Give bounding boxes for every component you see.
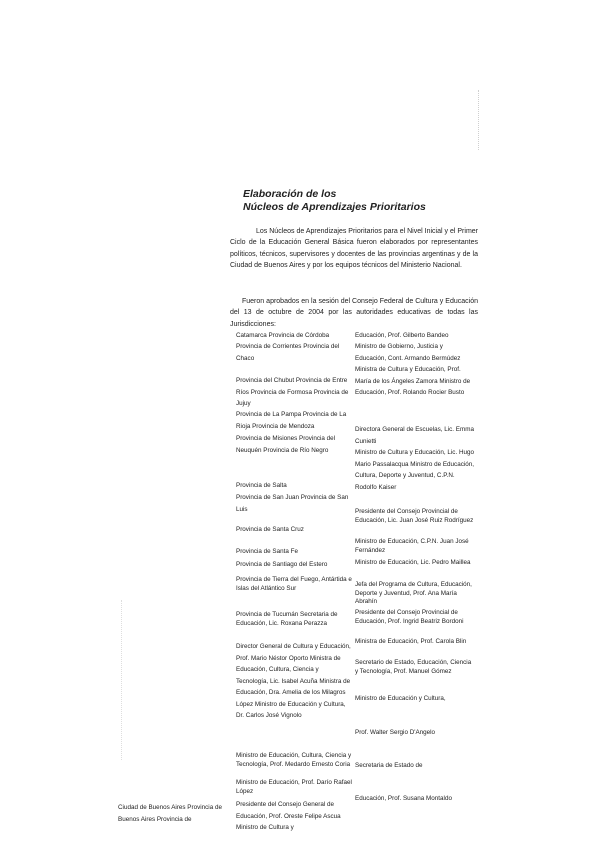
page-edge-marks (478, 90, 481, 150)
page-edge-marks-left (121, 600, 124, 760)
approval-paragraph: Fueron aprobados en la sesión del Consejo Federal de Cultura y Educación del 13 de octubre de 2004 por las autoridades educativas de todas las Jurisdicciones: (230, 298, 478, 328)
list-item: Directora General de Escuelas, Lic. Emma Cunietti (355, 426, 474, 445)
list-item: Presidente del Consejo Provincial de Educación, Lic. Juan José Ruiz Rodríguez (355, 508, 474, 524)
list-item: Provincia de Salta (236, 482, 287, 489)
list-item: Ministro de Educación, Lic. Pedro Maillea (355, 559, 471, 566)
list-item: Presidente del Consejo Provincial de Educación, Prof. Ingrid Beatriz Bordoni (355, 609, 464, 625)
list-item: Ministro de Educación, C.P.N. Juan José Fernández (355, 538, 469, 554)
section-title-line-2: Núcleos de Aprendizajes Prioritarios (243, 201, 426, 213)
intro-paragraph: Los Núcleos de Aprendizajes Prioritarios para el Nivel Inicial y el Primer Ciclo de la Educación General Básica fueron elaborados por representantes políticos, técnicos, supervisores y docentes de las provincias argentinas y de la Ciudad de Buenos Aires y por los equipos técnicos del Ministerio Nacional. (230, 228, 478, 270)
section-title-line-1: Elaboración de los (243, 188, 337, 200)
list-item: Educación, Prof. Gilberto Bandeo (355, 332, 449, 339)
list-item: Provincia de Santiago del Estero (236, 561, 328, 568)
list-item: Educación, Prof. Susana Montaldo (355, 795, 452, 802)
list-item: Secretario de Estado, Educación, Ciencia y Tecnología, Prof. Manuel Gómez (355, 659, 472, 675)
section-title (243, 188, 503, 214)
list-item: Ministro de Educación, Cultura, Ciencia y Tecnología, Prof. Medardo Ernesto Coria (236, 752, 352, 768)
bottom-left-list: Ciudad de Buenos Aires Provincia de Buenos Aires Provincia de (118, 804, 222, 823)
list-item: Prof. Walter Sergio D'Angelo (355, 729, 436, 736)
list-item: Provincia de La Pampa Provincia de La Rioja Provincia de Mendoza (236, 411, 347, 430)
list-item: Provincia de Misiones Provincia del Neuquén Provincia de Río Negro (236, 435, 336, 454)
list-item: Provincia de Tierra del Fuego, Antártida e Islas del Atlántico Sur (236, 576, 352, 592)
list-item: Provincia de Tucumán Secretaria de Educación, Lic. Roxana Perazza (236, 611, 338, 627)
list-item: Ministro de Gobierno, Justicia y Educación, Cont. Armando Bermúdez Ministra de Cultura y Educación, Prof. María de los Ángeles Zamora Ministro de Educación, Prof. Rolando Rocier Busto (355, 343, 471, 396)
list-item: Provincia del Chubut Provincia de Entre Ríos Provincia de Formosa Provincia de Jujuy (236, 377, 349, 407)
list-item: Ministro de Cultura y Educación, Lic. Hugo Mario Passalacqua Ministro de Educación, Cultura, Deporte y Juventud, C.P.N. Rodolfo Kaiser (355, 449, 475, 491)
list-item: Jefa del Programa de Cultura, Educación, Deporte y Juventud, Prof. Ana María Abrahín (355, 581, 472, 606)
list-item: Secretaria de Estado de (355, 762, 423, 769)
list-item: Provincia de San Juan Provincia de San Luis (236, 494, 349, 513)
list-item: Director General de Cultura y Educación, Prof. Mario Néstor Oporto Ministra de Educación, Cultura, Ciencia y Tecnología, Lic. Isabel Acuña Ministra de Educación, Dra. Amelia de los Milagros López Ministro de Educación y Cultura, Dr. Carlos José Vignolo (236, 643, 351, 719)
list-item: Catamarca Provincia de Córdoba (236, 332, 330, 339)
list-item: Provincia de Santa Fe (236, 548, 298, 555)
list-item: Ministra de Educación, Prof. Carola Blin (355, 638, 467, 645)
list-item: Provincia de Corrientes Provincia del Chaco (236, 343, 340, 362)
list-item: Ministro de Educación y Cultura, (355, 695, 446, 702)
list-item: Presidente del Consejo General de Educación, Prof. Oreste Felipe Ascua Ministro de Cultura y (236, 801, 341, 831)
list-item: Provincia de Santa Cruz (236, 526, 304, 533)
list-item: Ministro de Educación, Prof. Darío Rafael López (236, 779, 352, 795)
